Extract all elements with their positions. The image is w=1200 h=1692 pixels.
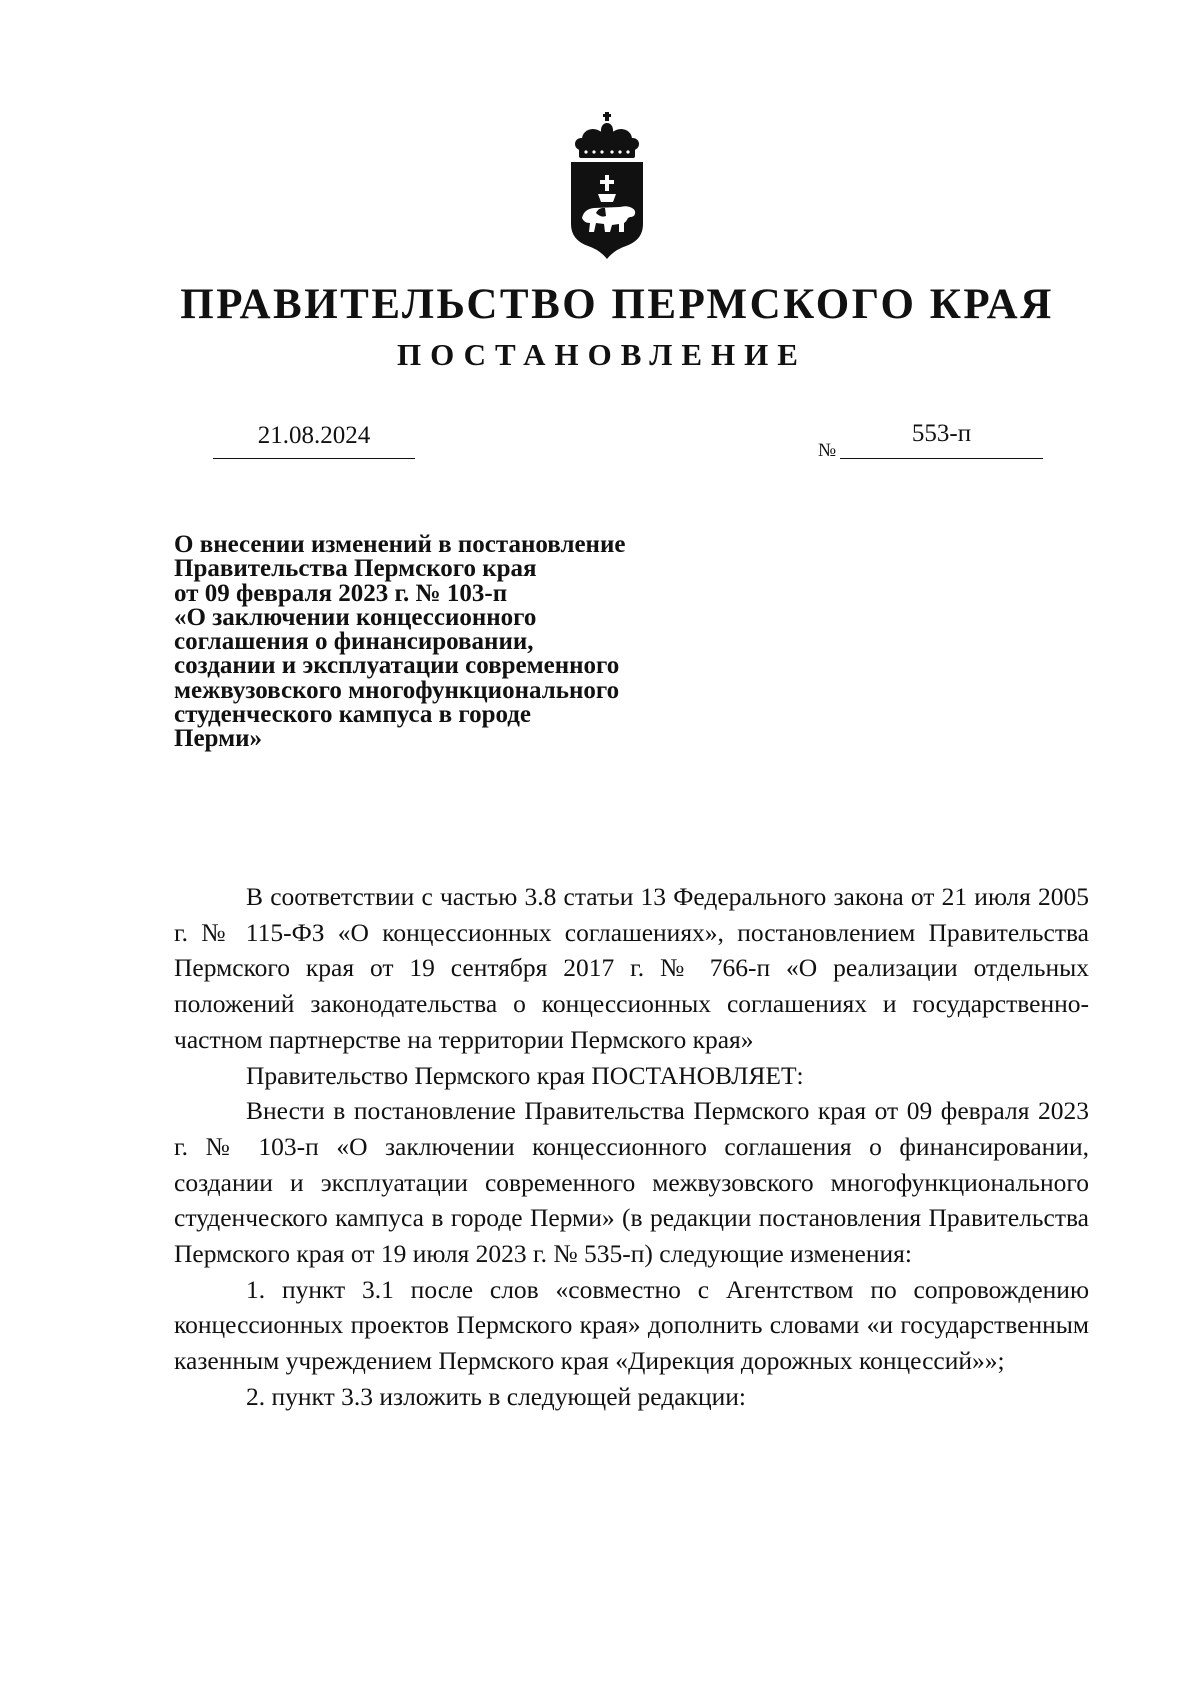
body-paragraph-item-2: 2. пункт 3.3 изложить в следующей редакции: bbox=[246, 1381, 746, 1411]
date-field bbox=[213, 422, 415, 459]
date-underline bbox=[213, 458, 415, 459]
subject-line: О внесении изменений в постановление bbox=[174, 531, 626, 558]
subject-line: студенческого кампуса в городе bbox=[174, 701, 532, 729]
subject-line: соглашения о финансировании, bbox=[174, 628, 534, 656]
body-paragraph-amendment: Внести в постановление Правительства Пермского края от 09 февраля 2023 г. № 103-п «О заключении концессионного соглашения о финансировании, создании и эксплуатации современного межвузовского многофункционального студенческого кампуса в городе Перми» (в редакции постановления Правительства Пермского края от 19 июля 2023 г. № 535-п) следующие изменения: bbox=[174, 1096, 1089, 1269]
document-body bbox=[174, 879, 1089, 1415]
document-date: 21.08.2024 bbox=[257, 422, 371, 449]
subject-line: Перми» bbox=[174, 725, 263, 753]
body-paragraph-preamble: В соответствии с частью 3.8 статьи 13 Федерального закона от 21 июля 2005 г. № 115-ФЗ «О концессионных соглашениях», постановлением Правительства Пермского края от 19 сентября 2017 г. № 766-п «О реализации отдельных положений законодательства о концессионных соглашениях и государственно-частном партнерстве на территории Пермского края» bbox=[174, 882, 1089, 1054]
subject-line: Правительства Пермского края bbox=[174, 555, 537, 583]
number-field bbox=[840, 420, 1043, 459]
body-paragraph-item-1: 1. пункт 3.1 после слов «совместно с Агентством по сопровождению концессионных проектов Пермского края» дополнить словами «и государственным казенным учреждением Пермского края «Дирекция дорожных концессий»»; bbox=[174, 1274, 1089, 1376]
document-number: 553-п bbox=[911, 420, 972, 447]
number-underline bbox=[840, 458, 1043, 459]
subject-line: от 09 февраля 2023 г. № 103-п bbox=[174, 579, 508, 607]
perm-krai-coat-of-arms-icon bbox=[562, 112, 652, 262]
document-subject bbox=[174, 533, 734, 752]
subject-line: «О заключении концессионного bbox=[174, 603, 537, 631]
government-title: ПРАВИТЕЛЬСТВО ПЕРМСКОГО КРАЯ bbox=[180, 281, 1054, 328]
document-type: ПОСТАНОВЛЕНИЕ bbox=[397, 337, 807, 372]
body-paragraph-resolves: Правительство Пермского края ПОСТАНОВЛЯЕТ: bbox=[246, 1060, 804, 1090]
subject-line: создании и эксплуатации современного bbox=[174, 652, 620, 680]
number-label: № bbox=[818, 440, 837, 461]
subject-line: межвузовского многофункционального bbox=[174, 676, 620, 704]
